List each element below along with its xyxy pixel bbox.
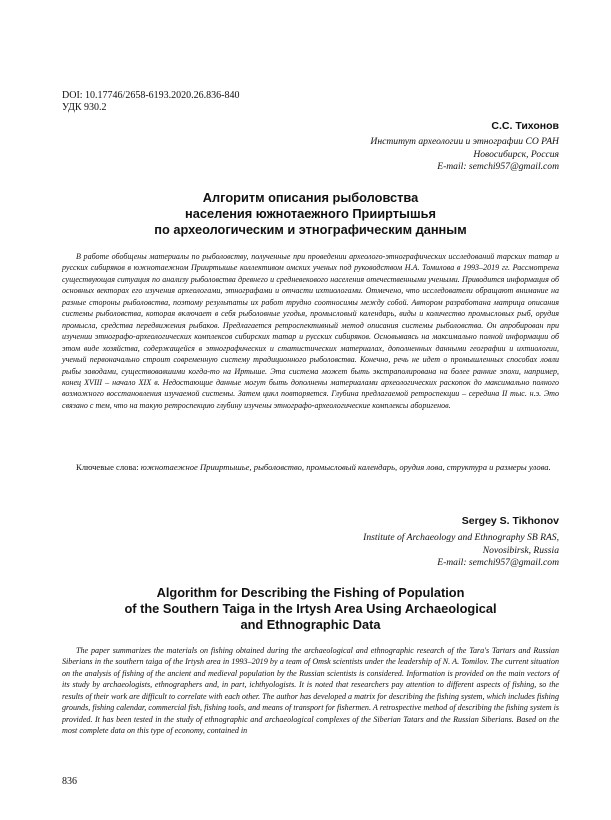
affiliation-city-ru: Новосибирск, Россия bbox=[473, 148, 559, 160]
abstract-en: The paper summarizes the materials on fishing obtained during the archaeological and ethnographic research of the Tara's Tartars and Russian Siberians in the southern taiga of the Irtysh area in 1993–2019 by a team of Omsk scientists under the leadership of N. A. Tomilov. The current situation on the analysis of fishing of the ancient and medieval population by the Russian scientists is considered. Information is provided on the main vectors of its study by archaeologists, ethnographers and, in part, ichthyologists. It is noted that researchers pay attention to different aspects of fishing, so the results of their work are difficult to correlate with each other. The author has developed a matrix for describing the fishing system, which includes fishing grounds, fishing calendar, commercial fish, fishing tools, and means of transport for fishermen. A retrospective method of describing the fishing system is provided. It has been tested in the study of ethnographic and archaeological complexes of the Siberian Tatars and the Russian Siberians. Based on the most complete data on this type of economy, contained in bbox=[62, 646, 559, 736]
article-title-en bbox=[62, 585, 559, 633]
keywords-text-ru: южнотаежное Прииртышье, рыболовство, промысловый календарь, орудия лова, структура и размеры улова. bbox=[140, 462, 551, 472]
affiliation-email-en: E-mail: semchi957@gmail.com bbox=[437, 557, 559, 569]
title-line-3-ru: по археологическим и этнографическим данным bbox=[154, 222, 467, 237]
title-line-3-en: and Ethnographic Data bbox=[240, 617, 381, 632]
title-line-2-en: of the Southern Taiga in the Irtysh Area Using Archaeological bbox=[124, 601, 497, 616]
udk-line: УДК 930.2 bbox=[62, 102, 107, 113]
affiliation-institute-en: Institute of Archaeology and Ethnography SB RAS, bbox=[363, 532, 559, 543]
affiliation-email-ru: E-mail: semchi957@gmail.com bbox=[437, 161, 559, 173]
author-name-ru: С.С. Тихонов bbox=[491, 120, 559, 132]
title-line-2-ru: населения южнотаежного Прииртышья bbox=[185, 206, 436, 221]
keywords-ru bbox=[62, 462, 559, 474]
page-number: 836 bbox=[62, 776, 77, 787]
abstract-ru: В работе обобщены материалы по рыболовству, полученные при проведении археолого-этнографических исследований тарских татар и русских сибиряков в южнотаежном Прииртышье коллективом омских ученых под руководством Н.А. Томилова в 1993–2019 гг. Рассмотрена существующая ситуация по анализу рыболовства древнего и средневекового населения отечественными учеными. Приводится информация об основных векторах его изучения археологами, этнографами и отчасти ихтиологами. Отмечено, что исследователи обращают внимание на разные стороны рыболовства, поэтому результаты их работ трудно соотносимы между собой. Автором разработана матрица описания системы рыболовства, которая включает в себя рыболовные угодья, промысловый календарь, виды и количество промысловых рыб, орудия промысла, средства передвижения рыбаков. Предлагается ретроспективный метод описания системы рыболовства. Он апробирован при изучении этнографо-археологических комплексов сибирских татар и русских сибиряков. Основываясь на максимально полной информации об этом виде хозяйства, содержащейся в этнографических и статистических материалах, дополненных данными географии и ихтиологии, ученый первоначально строит современную систему традиционного рыболовства. Конечно, речь не идет о промышленных способах ловли рыбы заводами, существовавшими когда-то на Иртыше. Эта система может быть экстраполирована на более ранние эпохи, например, конец XVIII – начало XIX в. Недостающие данные могут быть дополнены материалами археологических раскопок до максимально полного возможного восстановления изучаемой системы. Затем цикл повторяется. Глубина предлагаемой ретроспекции – середина II тыс. н.э. Это связано с тем, что на такую ретроспекцию глубину изучены этнографо-археологические комплексы аборигенов. bbox=[62, 252, 559, 410]
doi-line: DOI: 10.17746/2658-6193.2020.26.836-840 bbox=[62, 90, 240, 101]
affiliation-city-en: Novosibirsk, Russia bbox=[482, 544, 559, 556]
author-affiliation-ru bbox=[370, 136, 559, 174]
author-name-en: Sergey S. Tikhonov bbox=[461, 515, 559, 527]
title-line-1-ru: Алгоритм описания рыболовства bbox=[202, 190, 419, 205]
author-affiliation-en bbox=[363, 532, 559, 570]
title-line-1-en: Algorithm for Describing the Fishing of Population bbox=[156, 585, 465, 600]
article-title-ru bbox=[62, 190, 559, 238]
affiliation-institute-ru: Институт археологии и этнографии СО РАН bbox=[370, 136, 559, 147]
keywords-label-ru: Ключевые слова: bbox=[76, 462, 141, 472]
article-meta bbox=[62, 90, 240, 114]
